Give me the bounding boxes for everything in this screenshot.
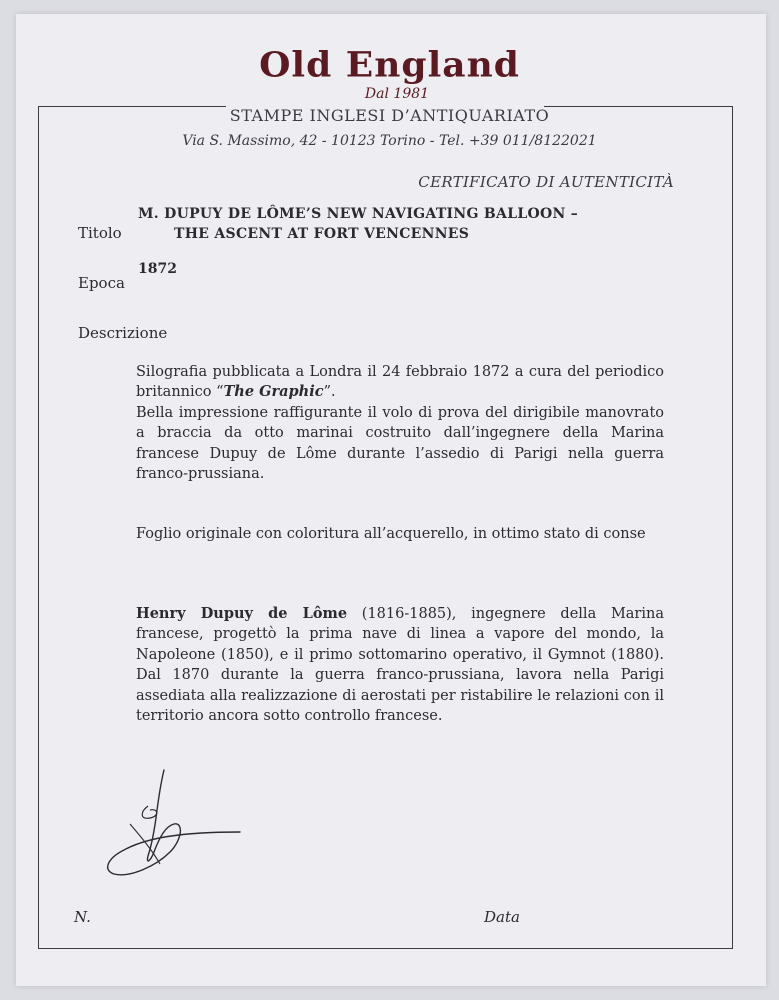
titolo-value xyxy=(138,204,658,244)
signature xyxy=(100,766,250,890)
date-label: Data xyxy=(484,908,520,926)
p1-periodical-name: The Graphic xyxy=(223,383,324,401)
p4-name: Henry Dupuy de Lôme xyxy=(136,605,348,622)
brand-tagline: STAMPE INGLESI D’ANTIQUARIATO xyxy=(229,106,550,125)
brand-since: Dal 1981 xyxy=(364,86,430,102)
description-paragraph-1 xyxy=(136,362,664,484)
description-p2: Bella impressione raffigurante il volo di prova del dirigibile manovrato a braccia da otto marinai costruito dall’ingegnere della Marina francese Dupuy de Lôme durante l’assedio di Parigi nella guerra franco-prussiana. xyxy=(136,404,664,483)
titolo-line-1: M. DUPUY DE LÔME’S NEW NAVIGATING BALLOON – xyxy=(138,206,579,222)
description-p1 xyxy=(136,362,664,403)
titolo-label: Titolo xyxy=(78,224,122,242)
epoca-label: Epoca xyxy=(78,274,125,292)
epoca-value: 1872 xyxy=(138,261,177,277)
p1-text-b: ”. xyxy=(323,384,336,401)
descrizione-label: Descrizione xyxy=(78,324,168,342)
p4-text: (1816-1885), ingegnere della Marina francese, progettò la prima nave di linea a vapore del mondo, la Napoleone (1850), e il primo sottomarino operativo, il Gymnot (1880). Dal 1870 durante la guerra franco-prussiana, lavora nella Parigi assediata alla realizzazione di aerostati per ristabilire le relazioni con il territorio ancora sotto controllo francese. xyxy=(136,606,664,725)
number-label: N. xyxy=(74,908,91,926)
titolo-line-2: THE ASCENT AT FORT VENCENNES xyxy=(174,226,470,242)
p1-text-a: Silografia pubblicata a Londra il 24 febbraio 1872 a cura del periodico britannico “ xyxy=(136,364,664,401)
certificate-title: CERTIFICATO DI AUTENTICITÀ xyxy=(418,173,674,191)
description-paragraph-3: Foglio originale con coloritura all’acquerello, in ottimo stato di conse xyxy=(136,526,646,542)
brand-logo: Old England xyxy=(259,45,520,85)
signature-icon xyxy=(100,766,250,886)
description-paragraph-4 xyxy=(136,604,664,726)
shop-address: Via S. Massimo, 42 - 10123 Torino - Tel. +39 011/8122021 xyxy=(182,133,597,149)
